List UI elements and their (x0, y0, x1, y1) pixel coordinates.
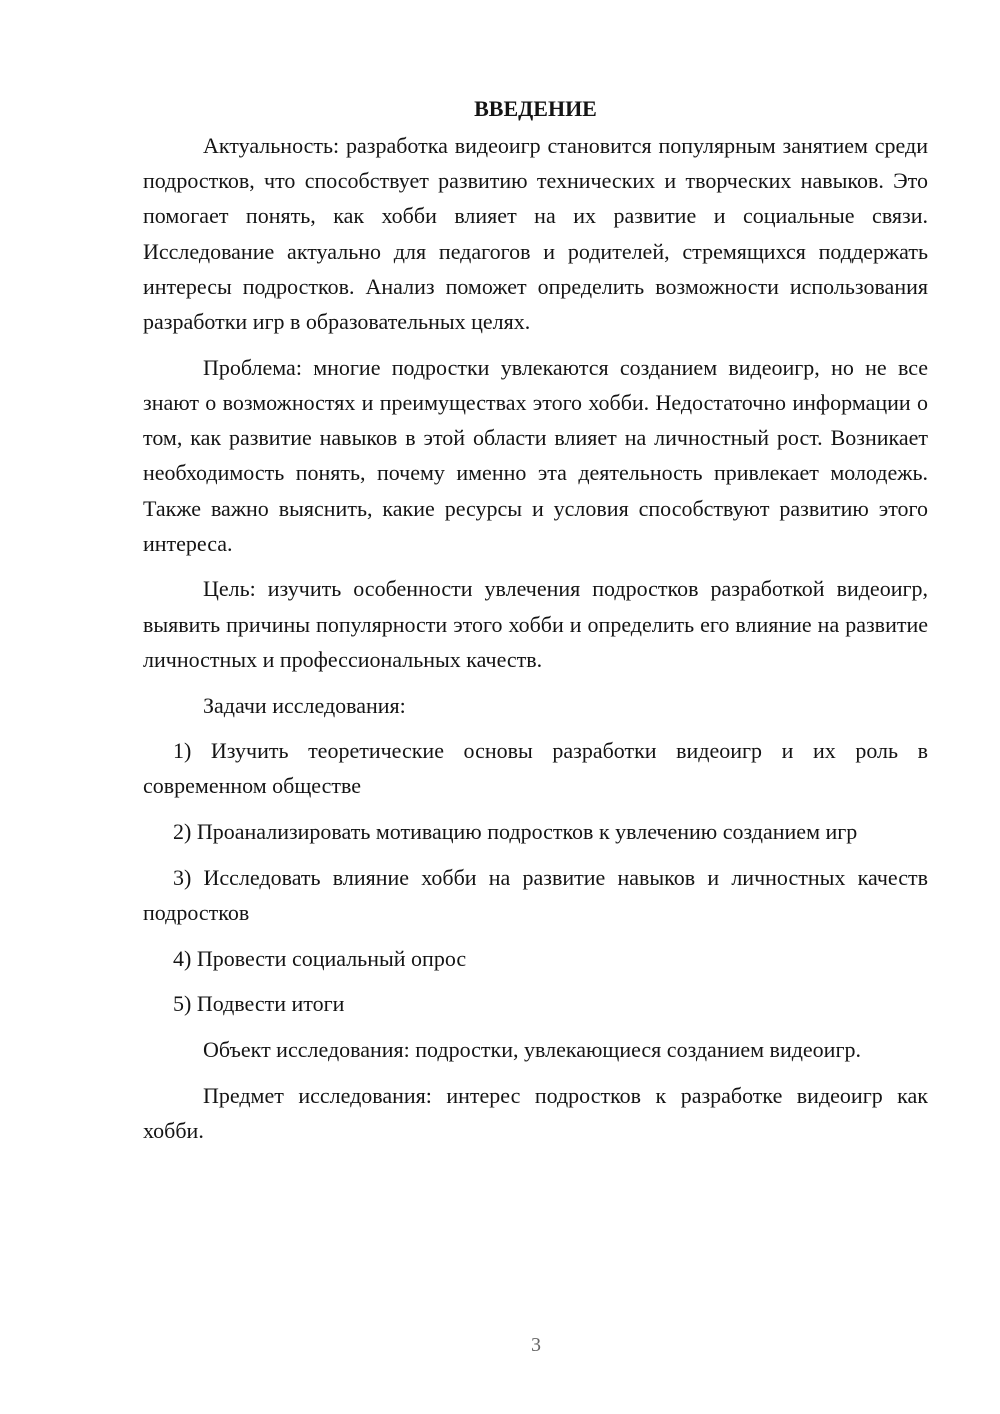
goal-paragraph: Цель: изучить особенности увлечения подростков разработкой видеоигр, выявить причины популярности этого хобби и определить его влияние на развитие личностных и профессиональных качеств. (143, 576, 928, 672)
task-item: 5) Подвести итоги (173, 991, 345, 1017)
task-item: 4) Провести социальный опрос (173, 945, 467, 971)
page-number: 3 (531, 1334, 541, 1356)
task-item: 1) Изучить теоретические основы разработки видеоигр и их роль в современном обществе (143, 738, 928, 799)
section-heading: ВВЕДЕНИЕ (474, 96, 597, 121)
tasks-title: Задачи исследования: (203, 692, 406, 718)
problem-paragraph: Проблема: многие подростки увлекаются созданием видеоигр, но не все знают о возможностях и преимуществах этого хобби. Недостаточно информации о том, как развитие навыков в этой области влияет на личностный рост. Возникает необходимость понять, почему именно эта деятельность привлекает молодежь. Также важно выяснить, какие ресурсы и условия способствуют развитию этого интереса. (143, 354, 928, 556)
task-item: 2) Проанализировать мотивацию подростков к увлечению созданием игр (173, 819, 858, 845)
object-paragraph: Объект исследования: подростки, увлекающиеся созданием видеоигр. (203, 1037, 861, 1063)
document-page (143, 94, 928, 1159)
task-item: 3) Исследовать влияние хобби на развитие навыков и личностных качеств подростков (143, 864, 928, 926)
relevance-paragraph: Актуальность: разработка видеоигр становится популярным занятием среди подростков, что способствует развитию технических и творческих навыков. Это помогает понять, как хобби влияет на их развитие и социальные связи. Исследование актуально для педагогов и родителей, стремящихся поддержать интересы подростков. Анализ поможет определить возможности использования разработки игр в образовательных целях. (143, 133, 928, 335)
subject-paragraph: Предмет исследования: интерес подростков к разработке видеоигр как хобби. (143, 1082, 928, 1144)
